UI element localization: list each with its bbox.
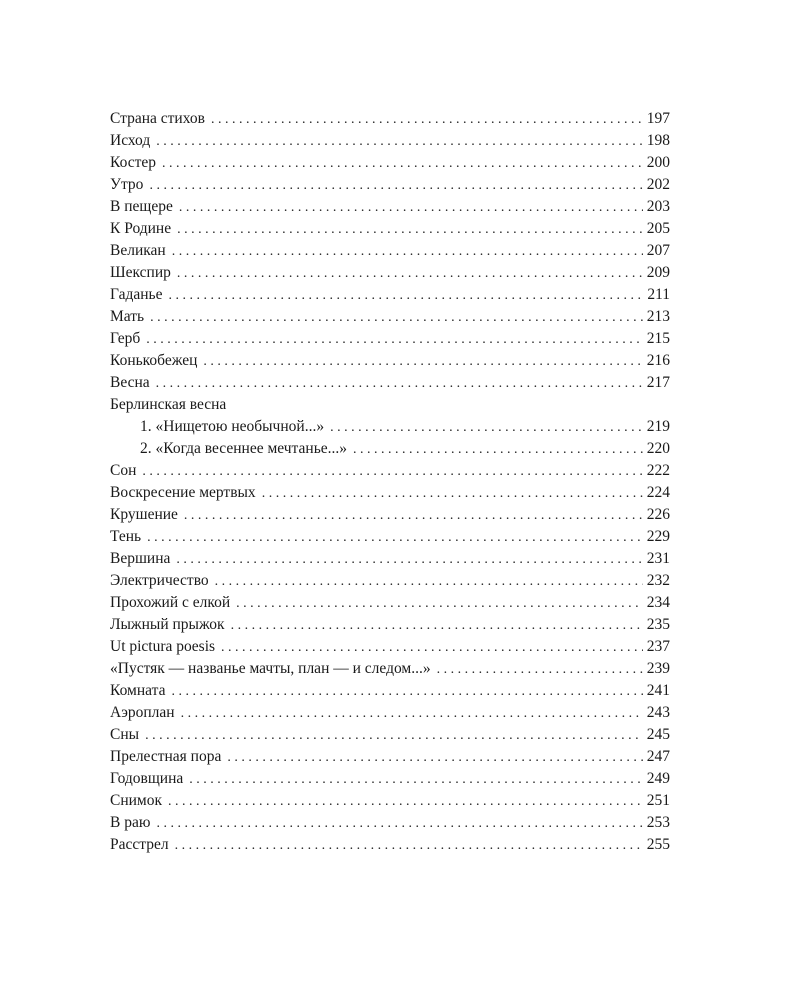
toc-entry-page: 226 bbox=[646, 506, 670, 523]
toc-entry[interactable] bbox=[110, 746, 670, 768]
toc-entry[interactable] bbox=[110, 196, 670, 218]
toc-entry-page: 211 bbox=[647, 286, 670, 303]
toc-entry-title: Шекспир bbox=[110, 264, 171, 281]
toc-entry[interactable] bbox=[110, 328, 670, 350]
toc-entry[interactable] bbox=[110, 702, 670, 724]
toc-entry-page: 205 bbox=[646, 220, 670, 237]
toc-entry-title: Великан bbox=[110, 242, 166, 259]
dot-leader bbox=[177, 219, 643, 241]
dot-leader bbox=[215, 571, 643, 593]
dot-leader bbox=[262, 483, 643, 505]
toc-entry-page: 217 bbox=[646, 374, 670, 391]
toc-entry-page: 241 bbox=[646, 682, 670, 699]
toc-entry[interactable] bbox=[110, 372, 670, 394]
toc-entry-page: 234 bbox=[646, 594, 670, 611]
toc-entry-page: 202 bbox=[646, 176, 670, 193]
toc-entry-title: Электричество bbox=[110, 572, 209, 589]
toc-entry-page: 239 bbox=[646, 660, 670, 677]
dot-leader bbox=[156, 131, 643, 153]
toc-entry-page: 253 bbox=[646, 814, 670, 831]
toc-entry-page: 237 bbox=[646, 638, 670, 655]
toc-entry[interactable] bbox=[110, 724, 670, 746]
toc-entry-page: 232 bbox=[646, 572, 670, 589]
toc-entry-page: 224 bbox=[646, 484, 670, 501]
toc-entry-page: 220 bbox=[646, 440, 670, 457]
dot-leader bbox=[149, 175, 642, 197]
dot-leader bbox=[211, 109, 643, 131]
toc-entry[interactable] bbox=[110, 152, 670, 174]
dot-leader bbox=[227, 747, 642, 769]
toc-entry[interactable] bbox=[110, 504, 670, 526]
dot-leader bbox=[179, 197, 643, 219]
dot-leader bbox=[145, 725, 643, 747]
dot-leader bbox=[177, 263, 643, 285]
toc-entry-title: Сон bbox=[110, 462, 137, 479]
dot-leader bbox=[156, 373, 643, 395]
dot-leader bbox=[330, 417, 643, 439]
table-of-contents bbox=[110, 108, 670, 856]
toc-entry-title: Воскресение мертвых bbox=[110, 484, 256, 501]
toc-entry-title: 2. «Когда весеннее мечтанье...» bbox=[140, 440, 348, 457]
toc-entry[interactable] bbox=[110, 658, 670, 680]
dot-leader bbox=[150, 307, 643, 329]
toc-entry[interactable] bbox=[110, 130, 670, 152]
toc-entry[interactable] bbox=[110, 548, 670, 570]
dot-leader bbox=[175, 835, 643, 857]
toc-entry-title: Комната bbox=[110, 682, 166, 699]
dot-leader bbox=[184, 505, 643, 527]
toc-entry-title: В раю bbox=[110, 814, 151, 831]
toc-entry-title: Ut pictura poesis bbox=[110, 638, 216, 655]
toc-entry-page: 249 bbox=[646, 770, 670, 787]
dot-leader bbox=[176, 549, 642, 571]
dot-leader bbox=[147, 527, 643, 549]
toc-entry-page: 203 bbox=[646, 198, 670, 215]
toc-entry-title: Вершина bbox=[110, 550, 171, 567]
toc-entry[interactable] bbox=[110, 350, 670, 372]
toc-entry[interactable] bbox=[110, 570, 670, 592]
toc-entry-title: Годовщина bbox=[110, 770, 184, 787]
toc-entry-title: Гаданье bbox=[110, 286, 163, 303]
toc-entry-page: 207 bbox=[646, 242, 670, 259]
toc-entry[interactable] bbox=[110, 768, 670, 790]
toc-section-heading bbox=[110, 394, 670, 416]
toc-entry-title: Утро bbox=[110, 176, 144, 193]
toc-subentry[interactable] bbox=[110, 438, 670, 460]
toc-entry-title: К Родине bbox=[110, 220, 172, 237]
dot-leader bbox=[353, 439, 643, 461]
toc-entry[interactable] bbox=[110, 306, 670, 328]
dot-leader bbox=[146, 329, 642, 351]
toc-entry-title: В пещере bbox=[110, 198, 173, 215]
toc-entry[interactable] bbox=[110, 482, 670, 504]
dot-leader bbox=[168, 791, 643, 813]
dot-leader bbox=[203, 351, 642, 373]
dot-leader bbox=[236, 593, 643, 615]
toc-entry-page: 209 bbox=[646, 264, 670, 281]
dot-leader bbox=[171, 681, 642, 703]
toc-entry[interactable] bbox=[110, 174, 670, 196]
toc-entry-page: 243 bbox=[646, 704, 670, 721]
dot-leader bbox=[221, 637, 643, 659]
toc-entry[interactable] bbox=[110, 284, 670, 306]
toc-entry-page: 197 bbox=[646, 110, 670, 127]
toc-entry[interactable] bbox=[110, 790, 670, 812]
toc-entry-page: 216 bbox=[646, 352, 670, 369]
toc-entry[interactable] bbox=[110, 680, 670, 702]
toc-entry-title: Аэроплан bbox=[110, 704, 175, 721]
toc-entry-page: 222 bbox=[646, 462, 670, 479]
dot-leader bbox=[189, 769, 642, 791]
toc-entry-page: 251 bbox=[646, 792, 670, 809]
toc-entry-page: 198 bbox=[646, 132, 670, 149]
toc-entry[interactable] bbox=[110, 262, 670, 284]
dot-leader bbox=[156, 813, 642, 835]
toc-entry[interactable] bbox=[110, 240, 670, 262]
toc-section-title: Берлинская весна bbox=[110, 396, 227, 413]
toc-entry-page: 255 bbox=[646, 836, 670, 853]
toc-entry[interactable] bbox=[110, 218, 670, 240]
toc-entry-title: Тень bbox=[110, 528, 142, 545]
toc-entry-title: Исход bbox=[110, 132, 151, 149]
toc-entry-title: Снимок bbox=[110, 792, 163, 809]
dot-leader bbox=[142, 461, 642, 483]
toc-entry[interactable] bbox=[110, 592, 670, 614]
toc-entry-title: Расстрел bbox=[110, 836, 169, 853]
toc-entry-page: 215 bbox=[646, 330, 670, 347]
dot-leader bbox=[172, 241, 643, 263]
dot-leader bbox=[181, 703, 643, 725]
toc-entry-title: Сны bbox=[110, 726, 140, 743]
toc-entry-page: 235 bbox=[646, 616, 670, 633]
toc-entry-page: 229 bbox=[646, 528, 670, 545]
toc-entry[interactable] bbox=[110, 526, 670, 548]
toc-entry[interactable] bbox=[110, 108, 670, 130]
toc-entry-page: 247 bbox=[646, 748, 670, 765]
toc-entry-title: Страна стихов bbox=[110, 110, 205, 127]
toc-entry-title: Герб bbox=[110, 330, 141, 347]
toc-entry-title: Лыжный прыжок bbox=[110, 616, 225, 633]
toc-entry[interactable] bbox=[110, 614, 670, 636]
toc-entry[interactable] bbox=[110, 636, 670, 658]
dot-leader bbox=[168, 285, 643, 307]
dot-leader bbox=[231, 615, 643, 637]
toc-entry[interactable] bbox=[110, 812, 670, 834]
toc-entry-title: Крушение bbox=[110, 506, 178, 523]
toc-entry-page: 213 bbox=[646, 308, 670, 325]
toc-subentry[interactable] bbox=[110, 416, 670, 438]
toc-entry-page: 231 bbox=[646, 550, 670, 567]
toc-entry-title: Костер bbox=[110, 154, 156, 171]
dot-leader bbox=[162, 153, 643, 175]
toc-entry-title: «Пустяк — названье мачты, план — и следом...» bbox=[110, 660, 431, 677]
toc-entry-page: 219 bbox=[646, 418, 670, 435]
toc-entry-page: 200 bbox=[646, 154, 670, 171]
toc-entry-page: 245 bbox=[646, 726, 670, 743]
toc-entry-title: Весна bbox=[110, 374, 150, 391]
toc-entry-title: Конькобежец bbox=[110, 352, 198, 369]
toc-entry-title: Прелестная пора bbox=[110, 748, 222, 765]
dot-leader bbox=[437, 659, 643, 681]
toc-entry[interactable] bbox=[110, 834, 670, 856]
toc-entry-title: Мать bbox=[110, 308, 145, 325]
toc-entry-title: 1. «Нищетою необычной...» bbox=[140, 418, 325, 435]
toc-entry-title: Прохожий с елкой bbox=[110, 594, 231, 611]
toc-entry[interactable] bbox=[110, 460, 670, 482]
